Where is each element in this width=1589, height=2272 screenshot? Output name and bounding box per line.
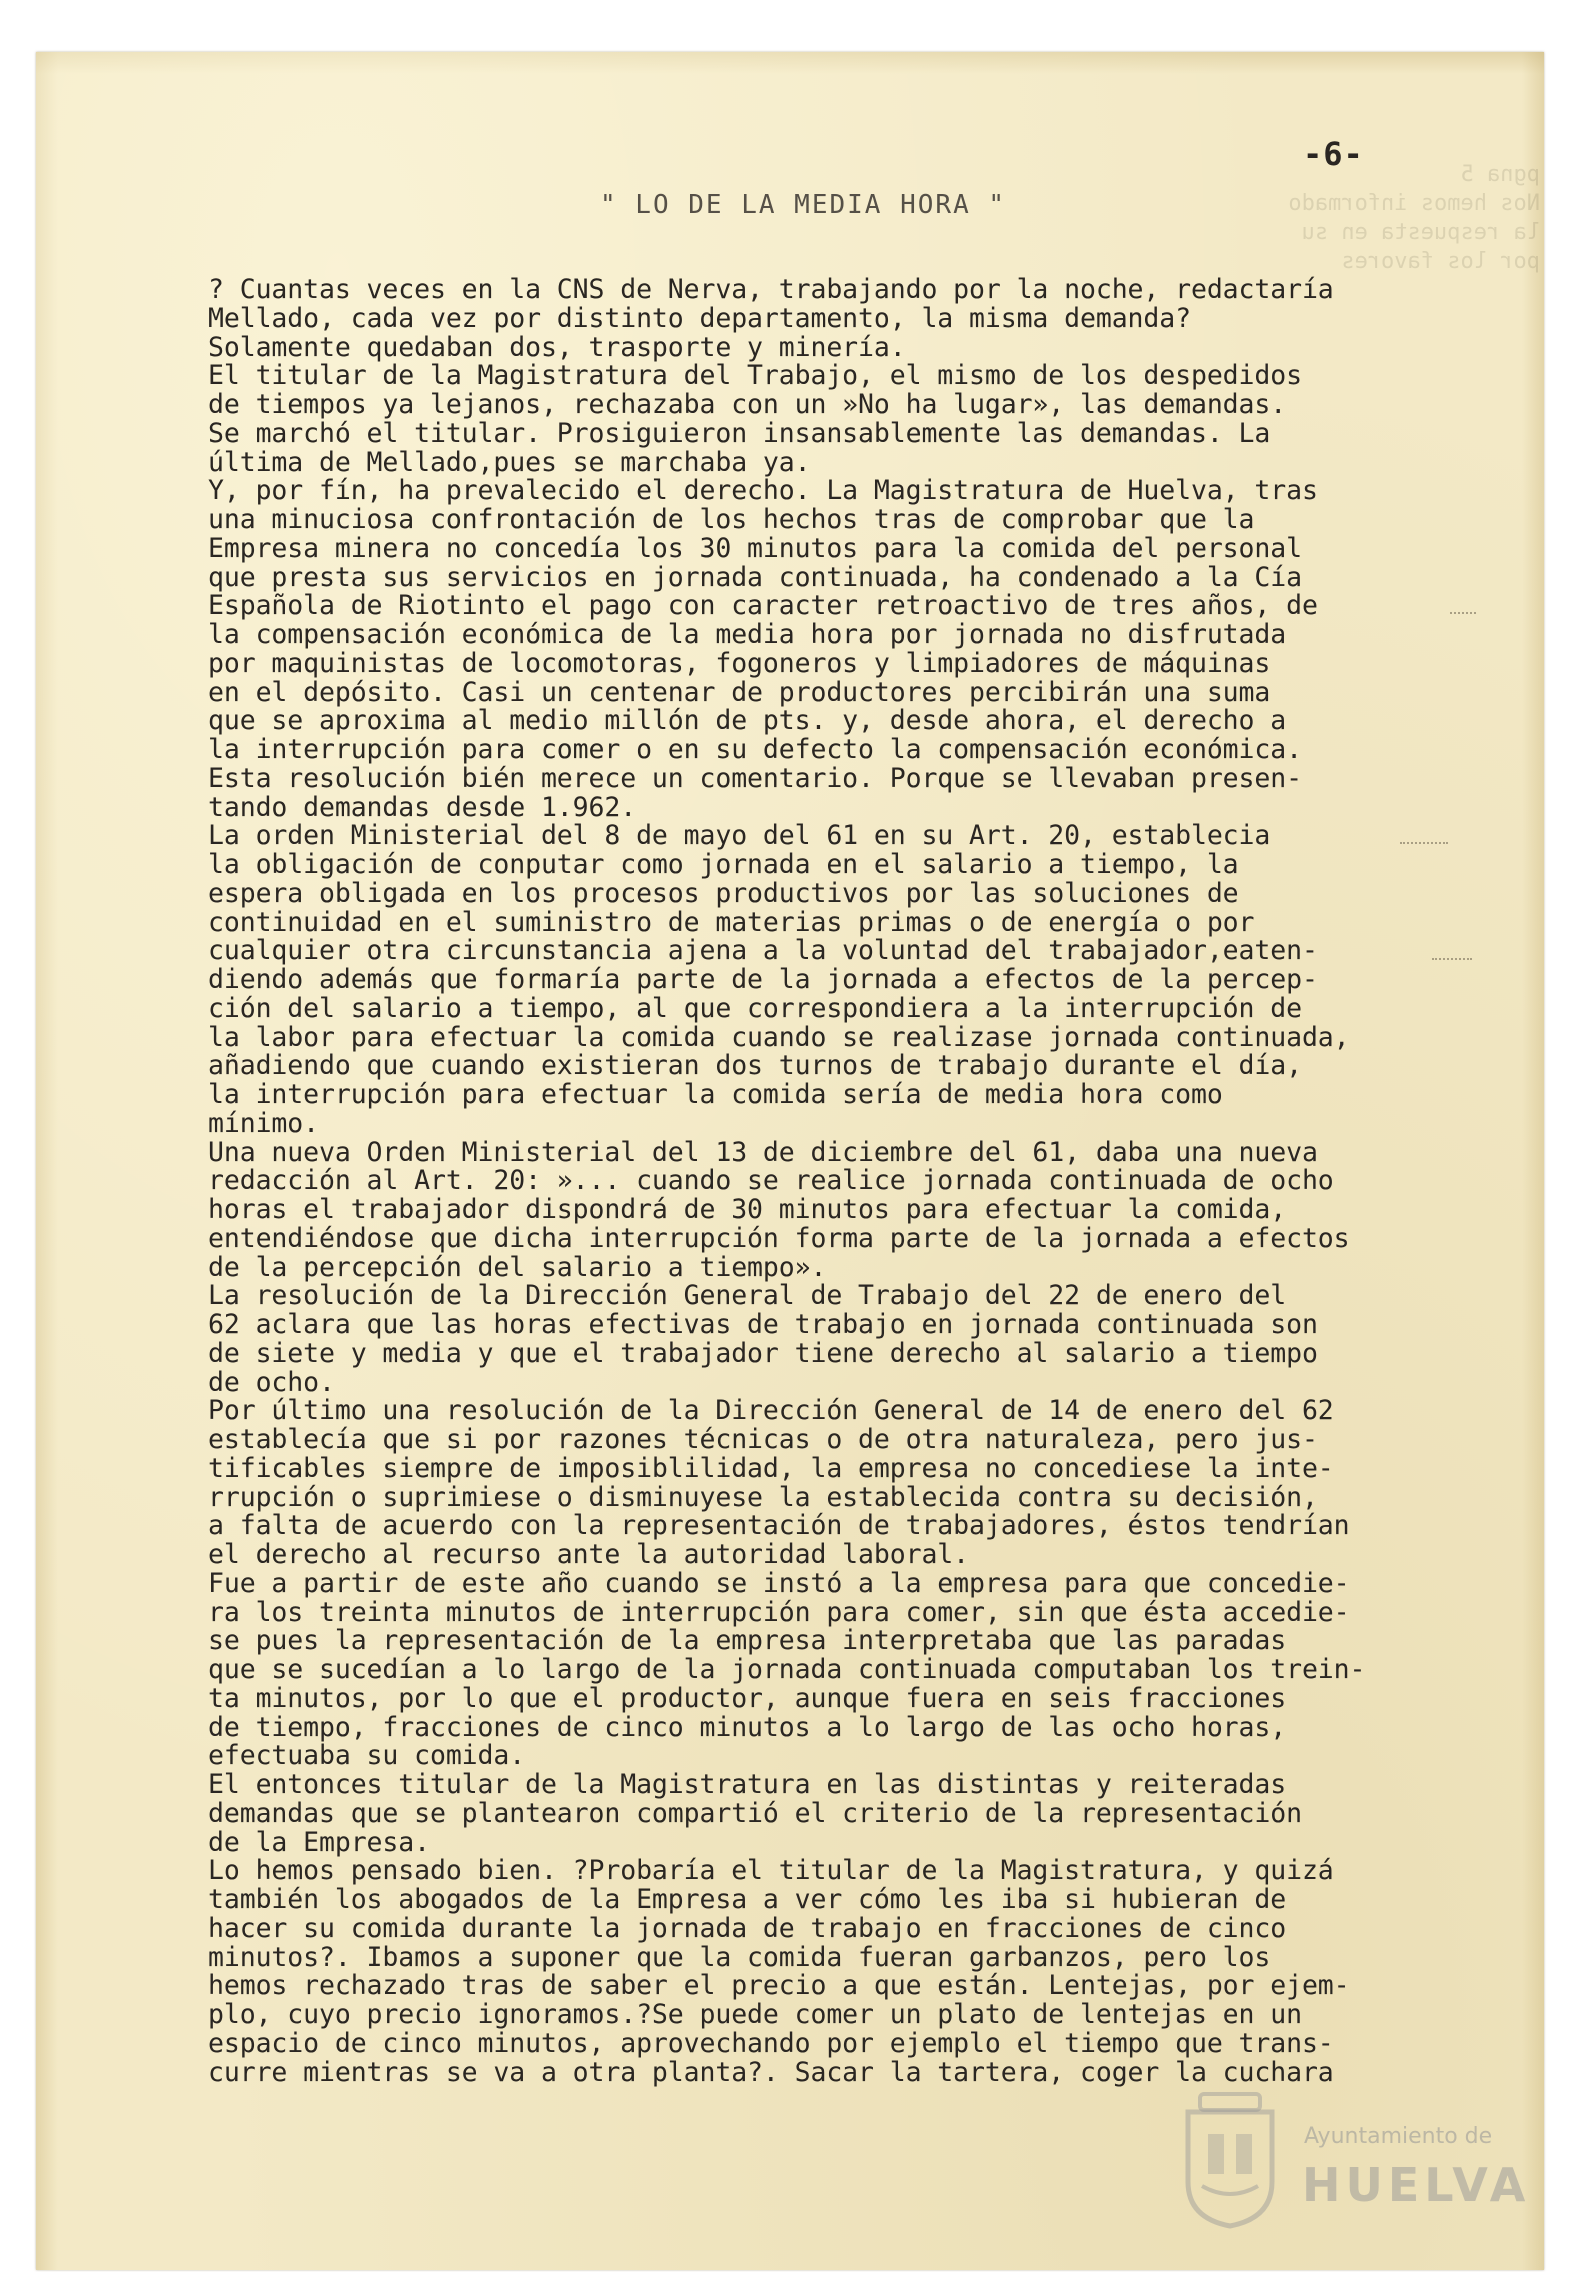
document-title: " LO DE LA MEDIA HORA ": [600, 190, 1007, 220]
text-line: Española de Riotinto el pago con caracter retroactivo de tres años, de: [208, 590, 1318, 622]
text-line: de tiempos ya lejanos, rechazaba con un »No ha lugar», las demandas.: [208, 389, 1287, 420]
text-line: también los abogados de la Empresa a ver cómo les iba si hubieran de: [208, 1884, 1287, 1915]
text-line: Solamente quedaban dos, trasporte y minería.: [208, 331, 906, 363]
text-line: la interrupción para efectuar la comida sería de media hora como: [208, 1079, 1223, 1110]
text-line: ta minutos, por lo que el productor, aunque fuera en seis fracciones: [208, 1682, 1287, 1714]
body-text: [208, 276, 1448, 2087]
text-line: que se aproxima al medio millón de pts. y, desde ahora, el derecho a: [208, 705, 1287, 737]
text-line: de la Empresa.: [208, 1826, 430, 1858]
text-line: última de Mellado,pues se marchaba ya.: [208, 446, 811, 478]
page-number: -6-: [1303, 135, 1364, 173]
coat-of-arms-icon: [1180, 2090, 1280, 2230]
text-line: mínimo.: [208, 1107, 319, 1139]
text-line: demandas que se plantearon compartió el criterio de la representación: [208, 1797, 1302, 1829]
text-line: ra los treinta minutos de interrupción para comer, sin que ésta accedie-: [208, 1596, 1350, 1628]
watermark-logo: [1180, 2090, 1531, 2230]
text-line: la interrupción para comer o en su defecto la compensación económica.: [208, 734, 1302, 765]
text-line: efectuaba su comida.: [208, 1740, 526, 1772]
text-line: espera obligada en los procesos productivos por las soluciones de: [208, 877, 1239, 909]
text-line: 62 aclara que las horas efectivas de trabajo en jornada continuada son: [208, 1309, 1318, 1340]
text-line: de la percepción del salario a tiempo».: [208, 1251, 827, 1283]
text-line: entendiéndose que dicha interrupción forma parte de la jornada a efectos: [208, 1222, 1350, 1254]
text-line: El entonces titular de la Magistratura en las distintas y reiteradas: [208, 1769, 1287, 1800]
text-line: en el depósito. Casi un centenar de productores percibirán una suma: [208, 676, 1271, 708]
text-line: cualquier otra circunstancia ajena a la voluntad del trabajador,eaten-: [208, 935, 1318, 967]
text-line: espacio de cinco minutos, aprovechando por ejemplo el tiempo que trans-: [208, 2027, 1334, 2059]
text-line: redacción al Art. 20: »... cuando se realice jornada continuada de ocho: [208, 1165, 1334, 1197]
watermark-line-2: HUELVA: [1302, 2158, 1531, 2212]
watermark-line-1: Ayuntamiento de: [1304, 2124, 1493, 2149]
text-line: Esta resolución bién merece un comentario. Porque se llevaban presen-: [208, 762, 1302, 794]
text-line: Lo hemos pensado bien. ?Probaría el titular de la Magistratura, y quizá: [208, 1855, 1334, 1887]
text-line: La resolución de la Dirección General de Trabajo del 22 de enero del: [208, 1280, 1287, 1312]
text-line: la obligación de conputar como jornada en el salario a tiempo, la: [208, 849, 1239, 880]
margin-mark: [1432, 958, 1472, 960]
text-line: que presta sus servicios en jornada continuada, ha condenado a la Cía: [208, 561, 1302, 593]
text-line: ? Cuantas veces en la CNS de Nerva, trabajando por la noche, redactaría: [208, 274, 1334, 305]
text-line: la labor para efectuar la comida cuando se realizase jornada continuada,: [208, 1021, 1350, 1053]
text-line: Empresa minera no concedía los 30 minutos para la comida del personal: [208, 532, 1302, 564]
text-line: horas el trabajador dispondrá de 30 minutos para efectuar la comida,: [208, 1194, 1287, 1225]
text-line: hemos rechazado tras de saber el precio a que están. Lentejas, por ejem-: [208, 1970, 1350, 2002]
text-line: Una nueva Orden Ministerial del 13 de diciembre del 61, daba una nueva: [208, 1136, 1318, 1168]
text-line: La orden Ministerial del 8 de mayo del 61 en su Art. 20, establecia: [208, 820, 1271, 852]
text-line: de tiempo, fracciones de cinco minutos a lo largo de las ocho horas,: [208, 1711, 1287, 1743]
text-line: diendo además que formaría parte de la jornada a efectos de la percep-: [208, 964, 1318, 995]
text-line: tificables siempre de imposiblilidad, la empresa no concediese la inte-: [208, 1452, 1334, 1484]
text-line: se pues la representación de la empresa interpretaba que las paradas: [208, 1625, 1287, 1657]
text-line: rrupción o suprimiese o disminuyese la establecida contra su decisión,: [208, 1481, 1318, 1513]
text-line: añadiendo que cuando existieran dos turnos de trabajo durante el día,: [208, 1050, 1302, 1082]
text-line: por maquinistas de locomotoras, fogoneros y limpiadores de máquinas: [208, 647, 1271, 679]
text-line: Por último una resolución de la Dirección General de 14 de enero del 62: [208, 1395, 1334, 1427]
text-line: el derecho al recurso ante la autoridad laboral.: [208, 1539, 970, 1570]
text-line: minutos?. Ibamos a suponer que la comida fueran garbanzos, pero los: [208, 1941, 1271, 1973]
text-line: Mellado, cada vez por distinto departamento, la misma demanda?: [208, 302, 1191, 334]
text-line: a falta de acuerdo con la representación de trabajadores, éstos tendrían: [208, 1510, 1350, 1542]
text-line: establecía que si por razones técnicas o de otra naturaleza, pero jus-: [208, 1424, 1318, 1455]
text-line: de ocho.: [208, 1366, 335, 1398]
text-line: Se marchó el titular. Prosiguieron insansablemente las demandas. La: [208, 417, 1271, 449]
text-line: curre mientras se va a otra planta?. Sacar la tartera, coger la cuchara: [208, 2056, 1334, 2088]
text-line: hacer su comida durante la jornada de trabajo en fracciones de cinco: [208, 1912, 1287, 1944]
text-line: que se sucedían a lo largo de la jornada continuada computaban los trein-: [208, 1654, 1366, 1685]
text-line: El titular de la Magistratura del Trabajo, el mismo de los despedidos: [208, 360, 1302, 392]
text-line: ción del salario a tiempo, al que correspondiera a la interrupción de: [208, 992, 1302, 1024]
text-line: plo, cuyo precio ignoramos.?Se puede comer un plato de lentejas en un: [208, 1999, 1302, 2030]
margin-mark: [1400, 842, 1448, 844]
reverse-side-bleed-through: pgna 5 Nos hemos informado la respuesta en su por los favores: [1288, 162, 1540, 274]
text-line: Y, por fín, ha prevalecido el derecho. La Magistratura de Huelva, tras: [208, 475, 1318, 507]
text-line: una minuciosa confrontación de los hechos tras de comprobar que la: [208, 504, 1255, 535]
text-line: de siete y media y que el trabajador tiene derecho al salario a tiempo: [208, 1337, 1318, 1369]
text-line: continuidad en el suministro de materias primas o de energía o por: [208, 906, 1255, 938]
margin-mark: [1450, 612, 1476, 614]
text-line: Fue a partir de este año cuando se instó a la empresa para que concedie-: [208, 1567, 1350, 1599]
text-line: tando demandas desde 1.962.: [208, 791, 637, 823]
text-line: la compensación económica de la media hora por jornada no disfrutada: [208, 619, 1287, 650]
